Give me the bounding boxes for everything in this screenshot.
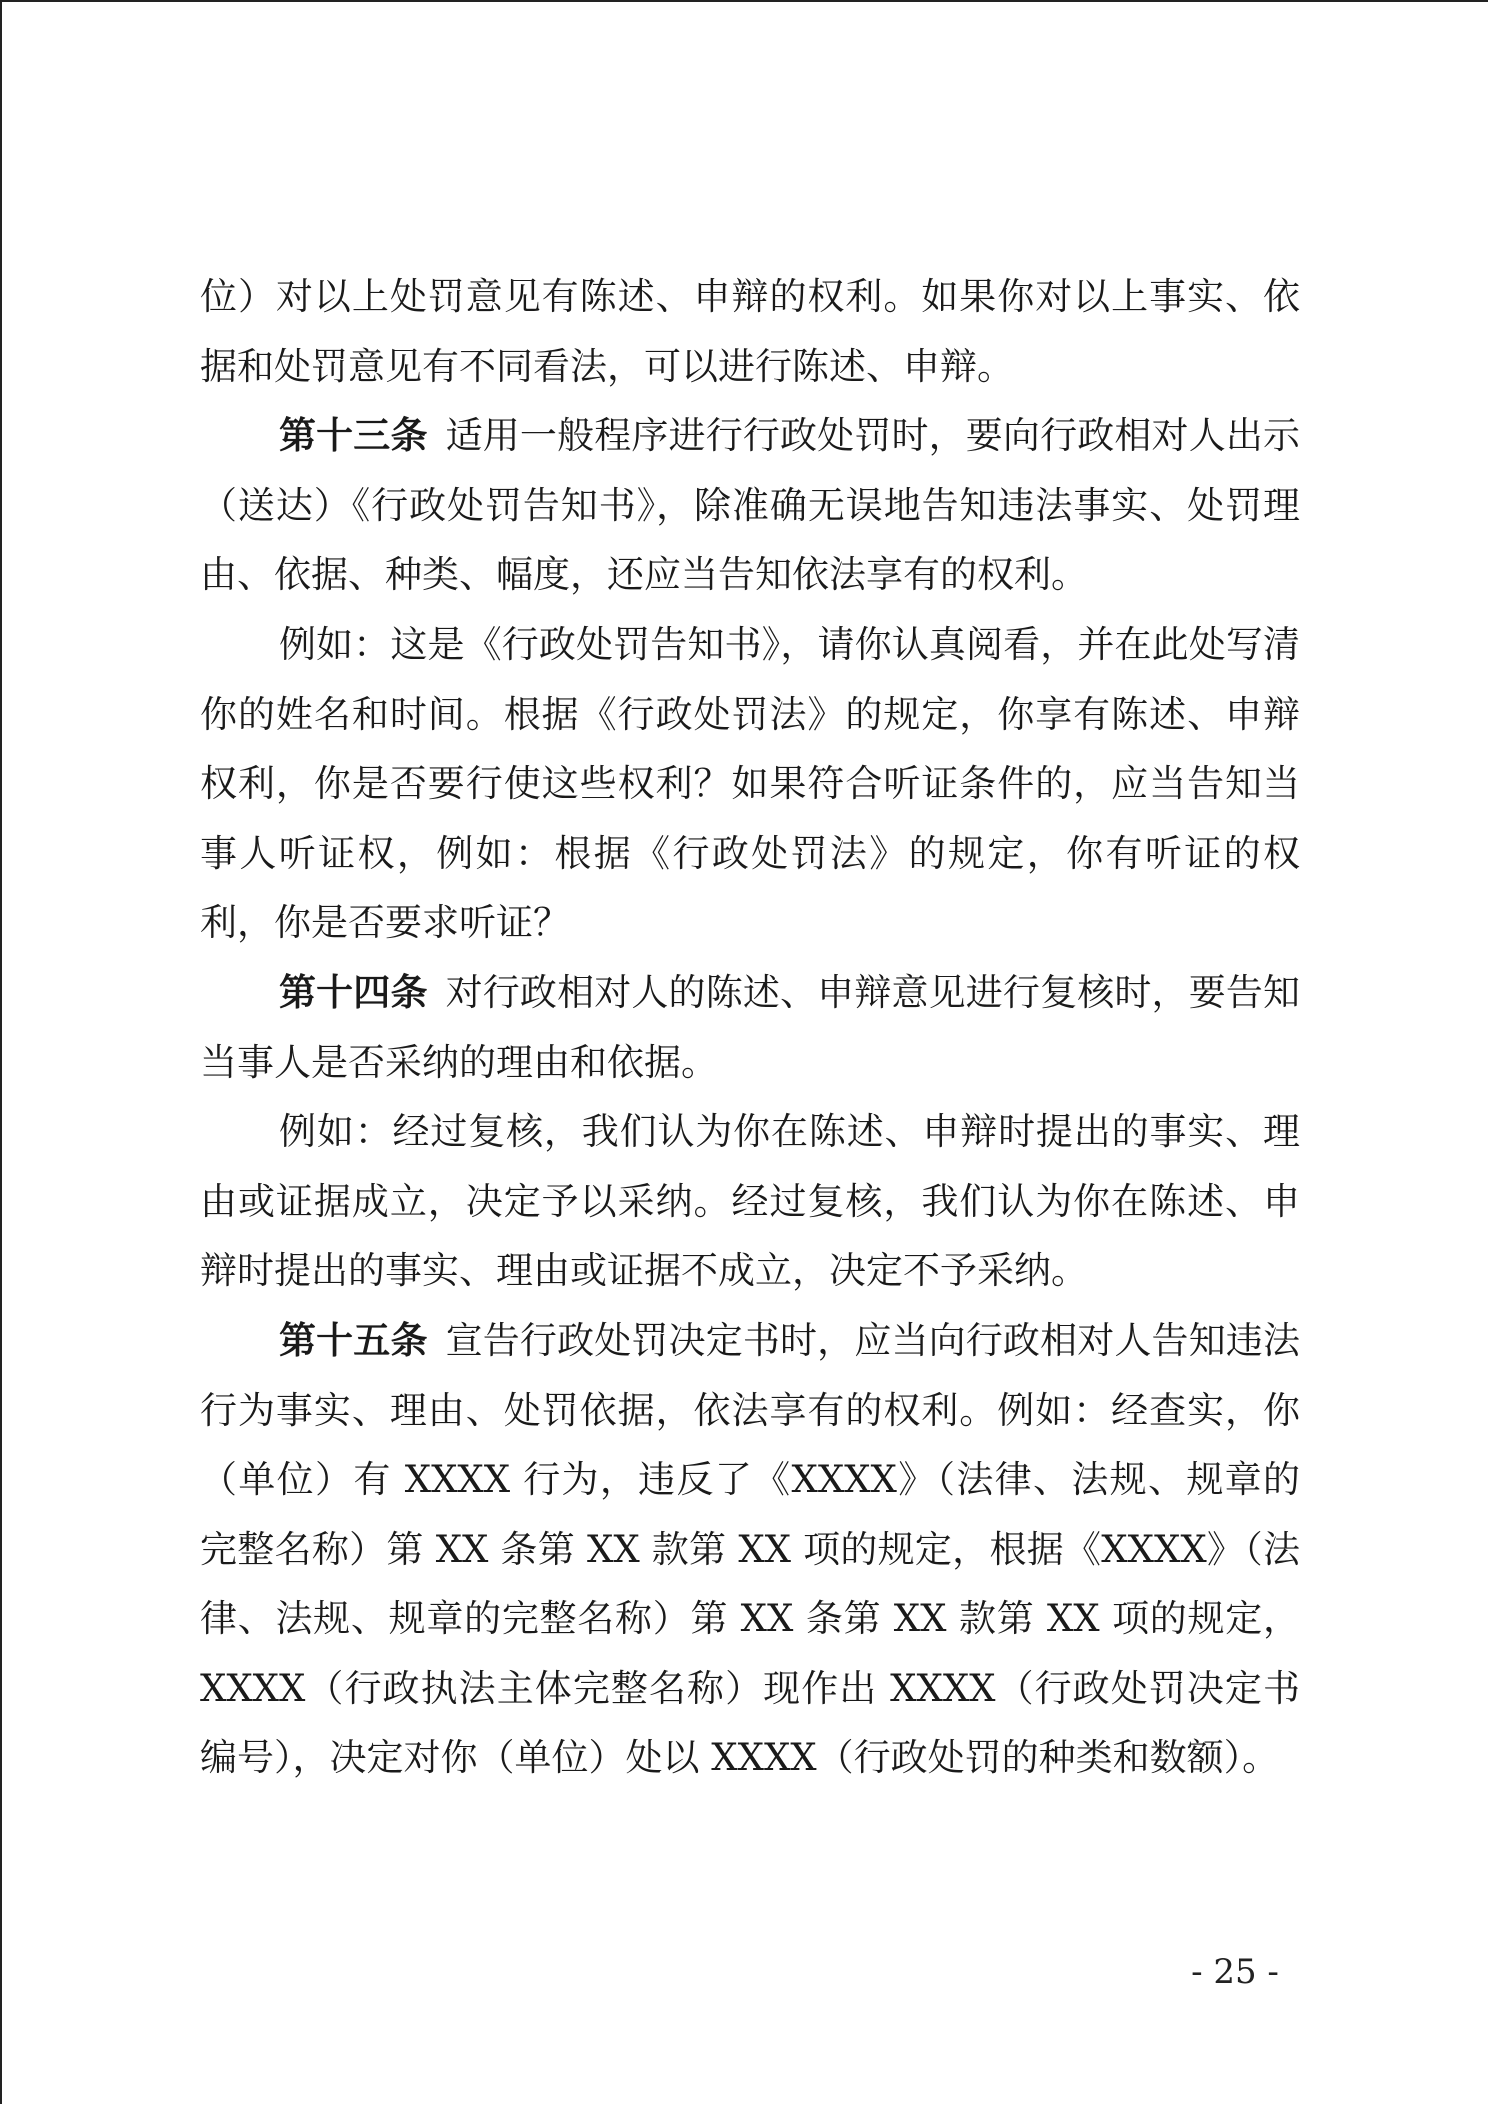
paragraph-continuation: 位）对以上处罚意见有陈述、申辩的权利。如果你对以上事实、依据和处罚意见有不同看法，可以进行陈述、申辩。 [200,275,1300,388]
article-15-text: 宣告行政处罚决定书时，应当向行政相对人告知违法行为事实、理由、处罚依据，依法享有的权利。例如：经查实，你（单位）有 XXXX 行为，违反了《XXXX》（法律、法规、规章的完整名称）第 XX 条第 XX 款第 XX 项的规定，根据《XXXX》（法律、法规、规章的完整名称）第 XX 条第 XX 款第 XX 项的规定，XXXX（行政执法主体完整名称）现作出 XXXX（行政处罚决定书编号），决定对你（单位）处以 XXXX（行政处罚的种类和数额）。 [200,1318,1301,1780]
article-14-text: 对行政相对人的陈述、申辩意见进行复核时，要告知当事人是否采纳的理由和依据。 [200,970,1301,1084]
article-13-label: 第十三条 [279,414,428,458]
example-13: 例如：这是《行政处罚告知书》，请你认真阅看，并在此处写清你的姓名和时间。根据《行政处罚法》的规定，你享有陈述、申辩权利，你是否要行使这些权利？如果符合听证条件的，应当告知当事人听证权，例如：根据《行政处罚法》的规定，你有听证的权利，你是否要求听证？ [200,622,1300,945]
document-body [200,262,1300,1793]
article-14-label: 第十四条 [279,970,428,1014]
article-13 [200,401,1300,610]
page-border-left [0,0,2,2104]
article-14 [200,958,1300,1097]
example-14: 例如：经过复核，我们认为你在陈述、申辩时提出的事实、理由或证据成立，决定予以采纳。经过复核，我们认为你在陈述、申辩时提出的事实、理由或证据不成立，决定不予采纳。 [200,1110,1300,1293]
article-15-label: 第十五条 [279,1318,428,1362]
article-15 [200,1306,1300,1793]
article-13-text: 适用一般程序进行行政处罚时，要向行政相对人出示（送达）《行政处罚告知书》，除准确无误地告知违法事实、处罚理由、依据、种类、幅度，还应当告知依法享有的权利。 [200,414,1301,597]
page-number: - 25 - [1191,1952,1279,1992]
page-border-top [0,0,1488,2]
